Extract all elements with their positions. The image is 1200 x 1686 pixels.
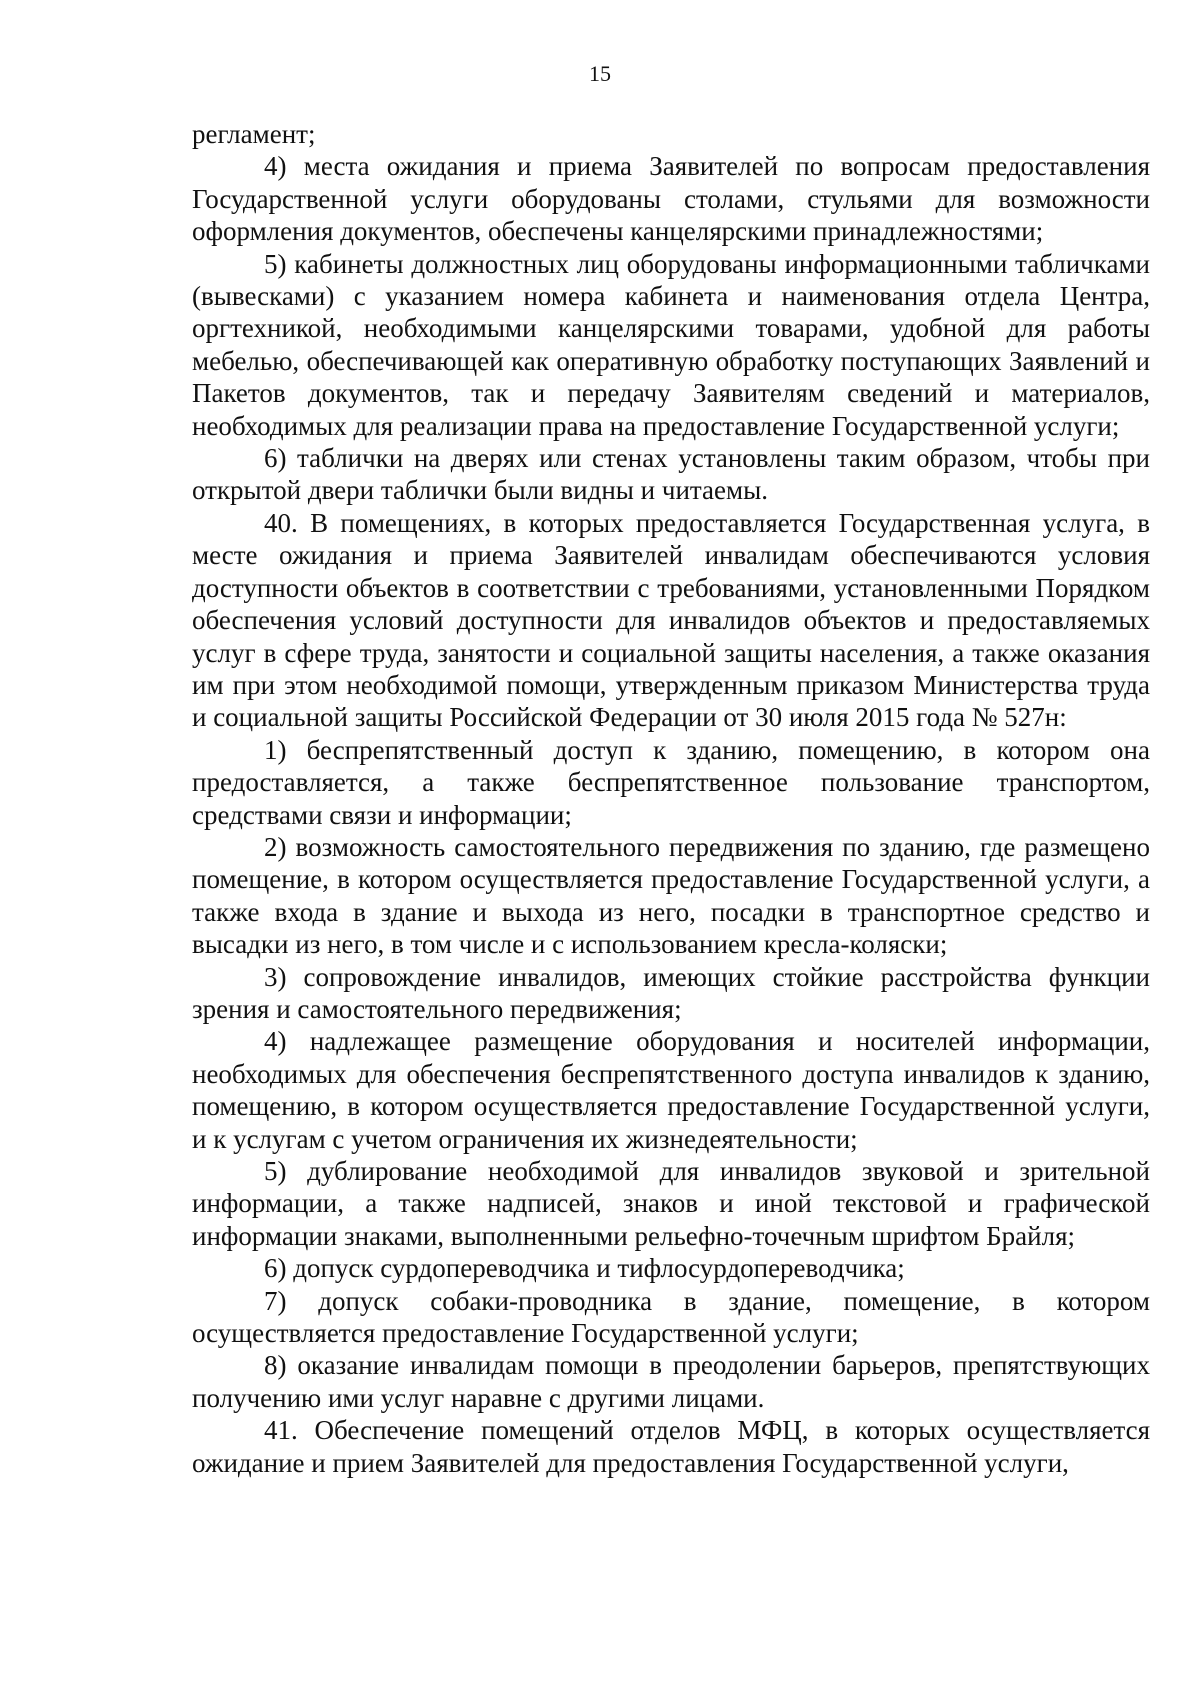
paragraph-clause-40-item-6: 6) допуск сурдопереводчика и тифлосурдопереводчика; bbox=[264, 1253, 905, 1284]
paragraph-clause-40-item-4: 4) надлежащее размещение оборудования и носителей информации, необходимых для обеспечения беспрепятственного доступа инвалидов к зданию, помещению, в котором осуществляется предоставление Государственной услуги, и к услугам с учетом ограничения их жизнедеятельности; bbox=[192, 1026, 1150, 1154]
paragraph-item-4-waiting-places: 4) места ожидания и приема Заявителей по вопросам предоставления Государственной услуги оборудованы столами, стульями для возможности оформления документов, обеспечены канцелярскими принадлежностями; bbox=[192, 151, 1150, 247]
page-number: 15 bbox=[589, 61, 611, 86]
paragraph-clause-40: 40. В помещениях, в которых предоставляется Государственная услуга, в месте ожидания и приема Заявителей инвалидам обеспечиваются условия доступности объектов в соответствии с требованиями, установленными Порядком обеспечения условий доступности для инвалидов объектов и предоставляемых услуг в сфере труда, занятости и социальной защиты населения, а также оказания им при этом необходимой помощи, утвержденным приказом Министерства труда и социальной защиты Российской Федерации от 30 июля 2015 года № 527н: bbox=[192, 507, 1150, 733]
paragraph-item-6-signs: 6) таблички на дверях или стенах установлены таким образом, чтобы при открытой двери таблички были видны и читаемы. bbox=[192, 443, 1150, 506]
paragraph-item-5-offices: 5) кабинеты должностных лиц оборудованы информационными табличками (вывесками) с указанием номера кабинета и наименования отдела Центра, оргтехникой, необходимыми канцелярскими товарами, удобной для работы мебелью, обеспечивающей как оперативную обработку поступающих Заявлений и Пакетов документов, так и передачу Заявителям сведений и материалов, необходимых для реализации права на предоставление Государственной услуги; bbox=[192, 248, 1150, 441]
document-body bbox=[192, 118, 1150, 1479]
paragraph-clause-41: 41. Обеспечение помещений отделов МФЦ, в которых осуществляется ожидание и прием Заявителей для предоставления Государственной услуги, bbox=[192, 1415, 1150, 1478]
paragraph-clause-40-item-5: 5) дублирование необходимой для инвалидов звуковой и зрительной информации, а также надписей, знаков и иной текстовой и графической информации знаками, выполненными рельефно-точечным шрифтом Брайля; bbox=[192, 1156, 1150, 1251]
paragraph-continuation: регламент; bbox=[192, 119, 316, 149]
paragraph-clause-40-item-3: 3) сопровождение инвалидов, имеющих стойкие расстройства функции зрения и самостоятельного передвижения; bbox=[192, 961, 1150, 1024]
paragraph-clause-40-item-8: 8) оказание инвалидам помощи в преодолении барьеров, препятствующих получению ими услуг наравне с другими лицами. bbox=[192, 1350, 1150, 1413]
paragraph-clause-40-item-1: 1) беспрепятственный доступ к зданию, помещению, в котором она предоставляется, а также беспрепятственное пользование транспортом, средствами связи и информации; bbox=[192, 734, 1150, 830]
paragraph-clause-40-item-2: 2) возможность самостоятельного передвижения по зданию, где размещено помещение, в котором осуществляется предоставление Государственной услуги, а также входа в здание и выхода из него, посадки в транспортное средство и высадки из него, в том числе и с использованием кресла-коляски; bbox=[192, 831, 1150, 960]
paragraph-clause-40-item-7: 7) допуск собаки-проводника в здание, помещение, в котором осуществляется предоставление Государственной услуги; bbox=[192, 1285, 1150, 1349]
